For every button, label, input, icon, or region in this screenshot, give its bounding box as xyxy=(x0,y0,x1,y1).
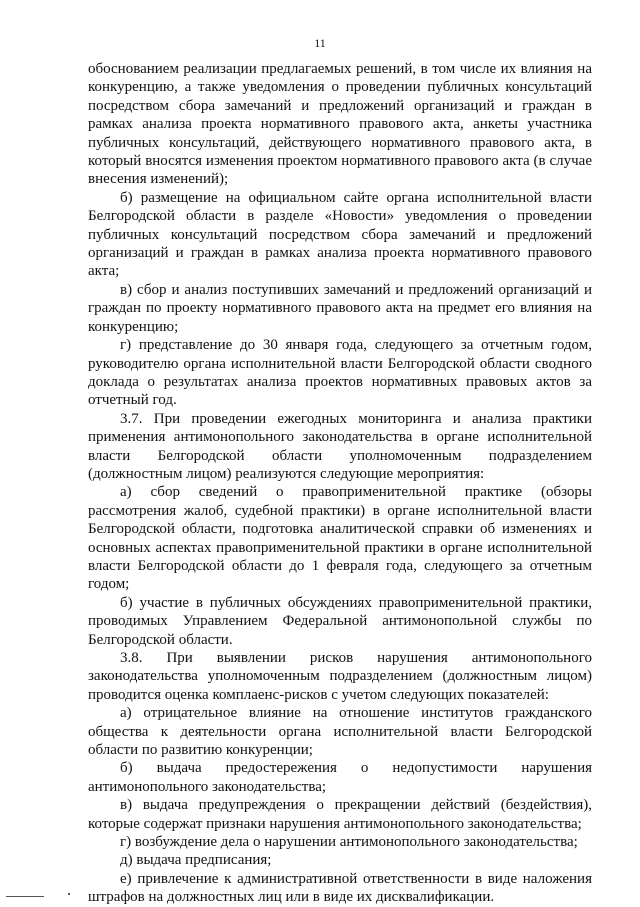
paragraph-continuation: обоснованием реализации предлагаемых решений, в том числе их влияния на конкуренцию, а также уведомления о проведении публичных консультаций посредством сбора замечаний и предложений организаций и граждан в рамках анализа проекта нормативного правового акта, анкеты участника публичных консультаций, действующего нормативного правового акта, в который вносятся изменения проектом нормативного правового акта (в случае внесения изменений); xyxy=(88,61,592,188)
scan-artifact-dot xyxy=(68,893,70,895)
scan-artifact-line xyxy=(6,896,44,897)
paragraph-item-e-liability: е) привлечение к административной ответственности в виде наложения штрафов на должностных лиц или в виде их дисквалификации. xyxy=(88,870,592,906)
paragraph-item-d-prescription: д) выдача предписания; xyxy=(120,852,272,869)
paragraph-item-b-warning: б) выдача предостережения о недопустимости нарушения антимонопольного законодательства; xyxy=(88,760,592,795)
paragraph-item-v-caution: в) выдача предупреждения о прекращении действий (бездействия), которые содержат признаки нарушения антимонопольного законодательства; xyxy=(88,797,592,832)
document-body xyxy=(88,60,592,907)
paragraph-item-g-case: г) возбуждение дела о нарушении антимонопольного законодательства; xyxy=(120,834,578,851)
paragraph-item-v-collection: в) сбор и анализ поступивших замечаний и предложений организаций и граждан по проекту нормативного правового акта на предмет его влияния на конкуренцию; xyxy=(88,281,592,335)
paragraph-item-b-discussions: б) участие в публичных обсуждениях правоприменительной практики, проводимых Управлением Федеральной антимонопольной службы по Белгородской области. xyxy=(88,594,592,648)
paragraph-item-b-website: б) размещение на официальном сайте органа исполнительной власти Белгородской области в разделе «Новости» уведомления о проведении публичных консультаций посредством сбора замечаний и предложений организаций и граждан в рамках анализа проекта нормативного правового акта; xyxy=(88,189,592,280)
paragraph-item-a-practice: а) сбор сведений о правоприменительной практике (обзоры рассмотрения жалоб, судебной практики) в органе исполнительной власти Белгородской области, подготовка аналитической справки об изменениях и основных аспектах правоприменительной практики в органе исполнительной власти Белгородской области до 1 февраля года, следующего за отчетным годом; xyxy=(88,484,592,593)
paragraph-section-3-8: 3.8. При выявлении рисков нарушения антимонопольного законодательства уполномоченным подразделением (должностным лицом) проводится оценка комплаенс-рисков с учетом следующих показателей: xyxy=(88,650,592,703)
paragraph-item-g-report: г) представление до 30 января года, следующего за отчетным годом, руководителю органа исполнительной власти Белгородской области сводного доклада о результатах анализа проектов нормативных правовых актов за отчетный год. xyxy=(88,337,592,409)
page-number: 11 xyxy=(314,36,326,50)
paragraph-item-a-influence: а) отрицательное влияние на отношение институтов гражданского общества к деятельности органа исполнительной власти Белгородской области по развитию конкуренции; xyxy=(88,705,592,759)
paragraph-section-3-7: 3.7. При проведении ежегодных мониторинга и анализа практики применения антимонопольного законодательства в органе исполнительной власти Белгородской области уполномоченным подразделением (должностным лицом) реализуются следующие мероприятия: xyxy=(88,410,592,482)
